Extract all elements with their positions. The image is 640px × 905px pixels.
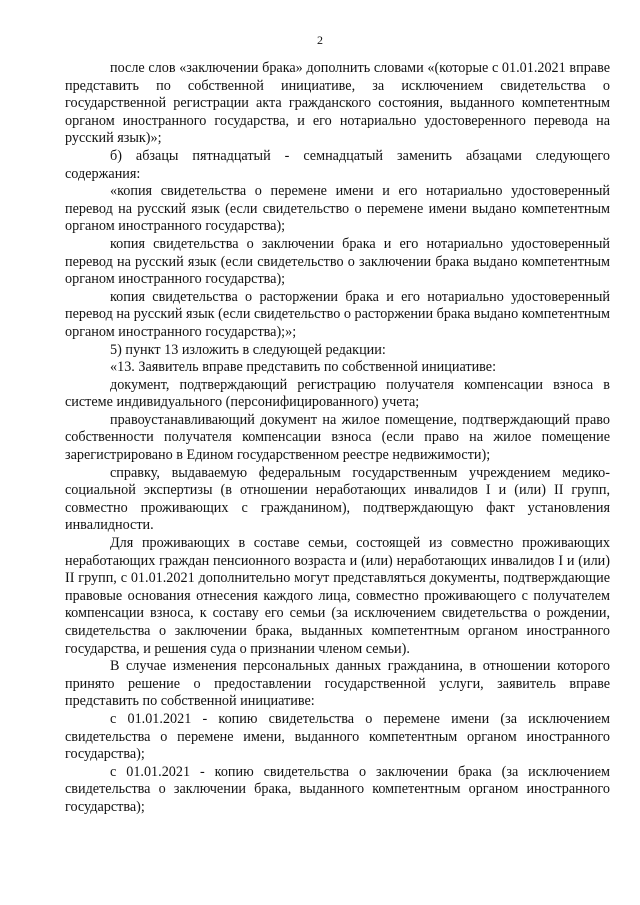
paragraph: 5) пункт 13 изложить в следующей редакции: xyxy=(110,341,386,358)
paragraph: Для проживающих в составе семьи, состоящей из совместно проживающих неработающих граждан пенсионного возраста и (или) неработающих инвалидов I и (или) II групп, с 01.01.2021 дополнительно могут представляться документы, подтверждающие правовые основания отнесения каждого лица, совместно проживающего с получателем компенсации взноса, к составу его семьи (за исключением свидетельства о рождении, свидетельства о заключении брака, выданных компетентным органом иностранного государства, и решения суда о признании членом семьи). xyxy=(65,535,610,657)
paragraph: после слов «заключении брака» дополнить словами «(которые с 01.01.2021 вправе представить по собственной инициативе, за исключением свидетельства о государственной регистрации акта гражданского состояния, выданного компетентным органом иностранного государства, и его нотариально удостоверенного перевода на русский язык)»; xyxy=(65,60,610,147)
paragraph: В случае изменения персональных данных гражданина, в отношении которого принято решение о предоставлении государственной услуги, заявитель вправе представить по собственной инициативе: xyxy=(65,658,610,710)
paragraph: с 01.01.2021 - копию свидетельства о перемене имени (за исключением свидетельства о перемене имени, выданного компетентным органом иностранного государства); xyxy=(65,710,610,763)
paragraph: с 01.01.2021 - копию свидетельства о заключении брака (за исключением свидетельства о заключении брака, выданного компетентным органом иностранного государства); xyxy=(65,763,610,815)
paragraph: б) абзацы пятнадцатый - семнадцатый заменить абзацами следующего содержания: xyxy=(65,147,610,182)
document-body xyxy=(65,60,610,817)
paragraph: правоустанавливающий документ на жилое помещение, подтверждающий право собственности получателя компенсации взноса (если право на жилое помещение зарегистрировано в Едином государственном реестре недвижимости); xyxy=(65,411,610,464)
paragraph: «13. Заявитель вправе представить по собственной инициативе: xyxy=(110,359,497,376)
paragraph: «копия свидетельства о перемене имени и его нотариально удостоверенный перевод на русский язык (если свидетельство о перемене имени выдано компетентным органом иностранного государства); xyxy=(65,183,610,235)
page-number: 2 xyxy=(317,33,323,47)
paragraph: копия свидетельства о расторжении брака и его нотариально удостоверенный перевод на русский язык (если свидетельство о расторжении брака выдано компетентным органом иностранного государства);»; xyxy=(65,288,611,340)
paragraph: документ, подтверждающий регистрацию получателя компенсации взноса в системе индивидуального (персонифицированного) учета; xyxy=(65,376,610,411)
paragraph: справку, выдаваемую федеральным государственным учреждением медико-социальной экспертизы (в отношении неработающих инвалидов I и (или) II групп, совместно проживающих с гражданином), подтверждающую факт установления инвалидности. xyxy=(65,464,610,534)
paragraph: копия свидетельства о заключении брака и его нотариально удостоверенный перевод на русский язык (если свидетельство о заключении брака выдано компетентным органом иностранного государства); xyxy=(65,235,610,288)
